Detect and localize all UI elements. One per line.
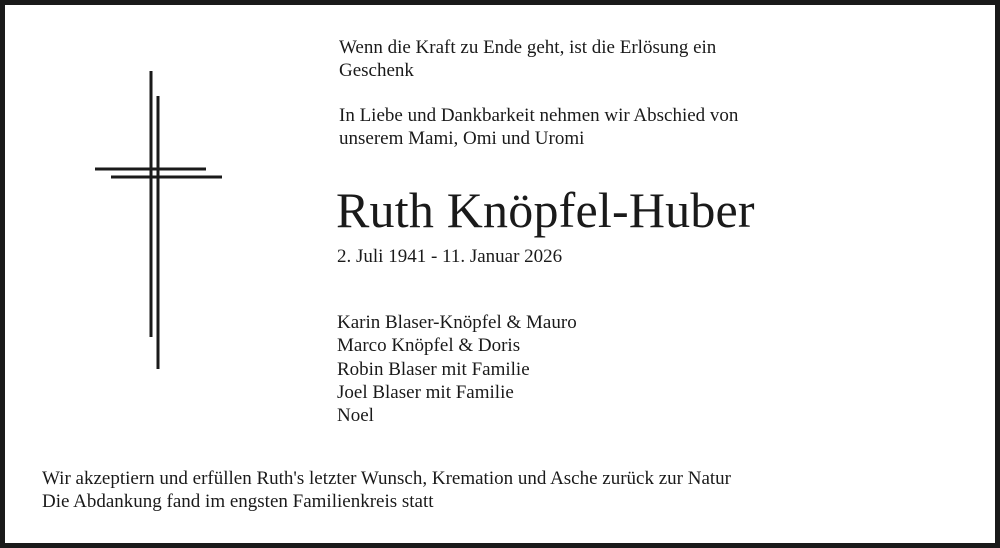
closing-line: Die Abdankung fand im engsten Familienkreis statt <box>42 491 434 512</box>
closing-text <box>42 467 731 513</box>
family-member: Karin Blaser-Knöpfel & Mauro <box>337 312 577 333</box>
family-list <box>337 311 577 427</box>
farewell-line: In Liebe und Dankbarkeit nehmen wir Abschied von <box>339 105 739 126</box>
quote <box>339 36 716 82</box>
family-member: Robin Blaser mit Familie <box>337 358 530 380</box>
farewell-text <box>339 104 738 150</box>
deceased-name: Ruth Knöpfel-Huber <box>336 182 755 238</box>
family-member: Joel Blaser mit Familie <box>337 381 514 403</box>
closing-line: Wir akzeptiern und erfüllen Ruth's letzter Wunsch, Kremation und Asche zurück zur Natur <box>42 468 732 489</box>
life-dates: 2. Juli 1941 - 11. Januar 2026 <box>337 246 563 267</box>
quote-line: Geschenk <box>339 60 414 81</box>
family-member: Noel <box>337 405 374 427</box>
family-member: Marco Knöpfel & Doris <box>337 335 521 357</box>
cross-icon <box>95 71 225 371</box>
farewell-line: unserem Mami, Omi und Uromi <box>339 128 585 149</box>
quote-line: Wenn die Kraft zu Ende geht, ist die Erlösung ein <box>339 37 717 58</box>
